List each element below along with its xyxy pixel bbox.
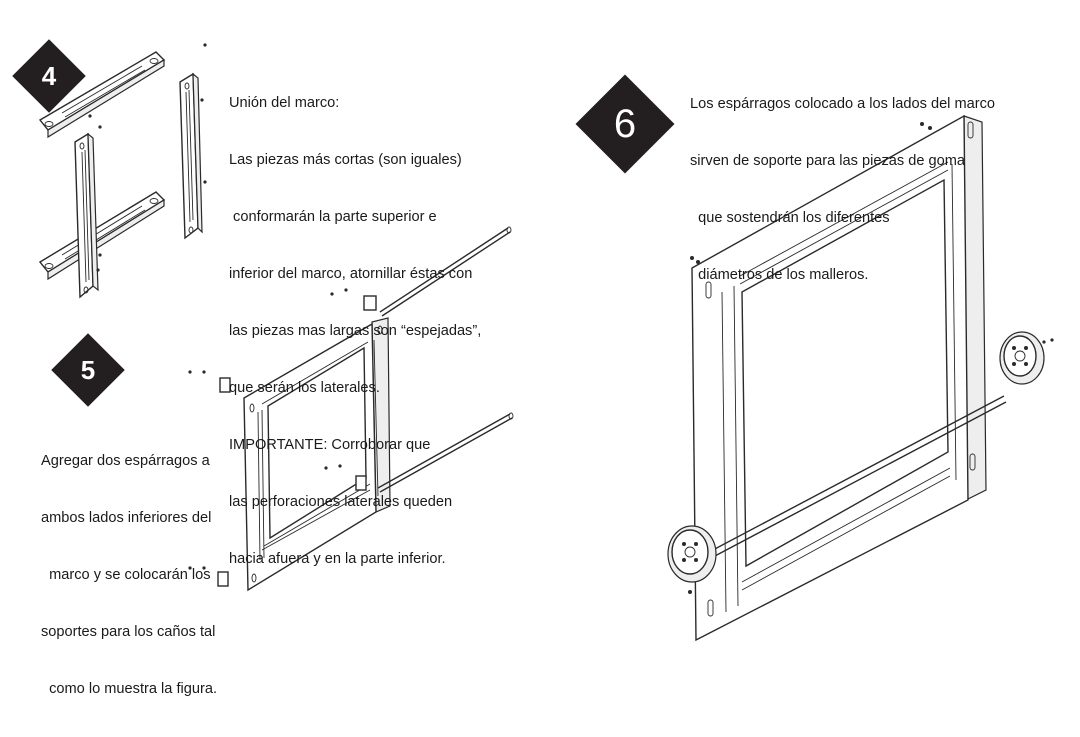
long-bar-right: [180, 74, 202, 238]
short-bar-bottom: [40, 192, 164, 279]
step-4-line: que serán los laterales.: [229, 380, 380, 396]
step-4-line: inferior del marco, atornillar éstas con: [229, 266, 473, 282]
step-4-number: 4: [41, 61, 57, 91]
step-6-line: Los espárragos colocado a los lados del marco: [690, 96, 996, 112]
step-5-line: marco y se colocarán los: [41, 567, 211, 583]
step-4-line: IMPORTANTE: Corroborar que: [229, 437, 431, 453]
step-6-line: diámetros de los malleros.: [690, 267, 869, 283]
step-4-line: conformarán la parte superior e: [229, 209, 437, 225]
step-5-line: soportes para los caños tal: [41, 624, 216, 640]
step-6-line: que sostendrán los diferentes: [690, 210, 890, 226]
rubber-support-left: [668, 526, 716, 582]
step-4-instructions: [229, 56, 481, 607]
step-4-line: las piezas mas largas son “espejadas”,: [229, 323, 482, 339]
step-5-line: como lo muestra la figura.: [41, 681, 218, 697]
long-bar-left: [75, 134, 98, 297]
step-4-line: Las piezas más cortas (son iguales): [229, 152, 462, 168]
step-5-instructions: [41, 414, 217, 737]
step-5-number: 5: [80, 355, 96, 385]
step-6-line: sirven de soporte para las piezas de goma: [690, 153, 966, 169]
step-5-line: ambos lados inferiores del: [41, 510, 212, 526]
step-4-line: hacia afuera y en la parte inferior.: [229, 551, 446, 567]
step-5-line: Agregar dos espárragos a: [41, 453, 210, 469]
step-4-line: las perforaciones laterales queden: [229, 494, 453, 510]
rubber-support-right: [1000, 332, 1044, 384]
step-4-line: Unión del marco:: [229, 95, 340, 111]
step-6-instructions: [690, 57, 995, 323]
step-6-number: 6: [613, 102, 637, 146]
